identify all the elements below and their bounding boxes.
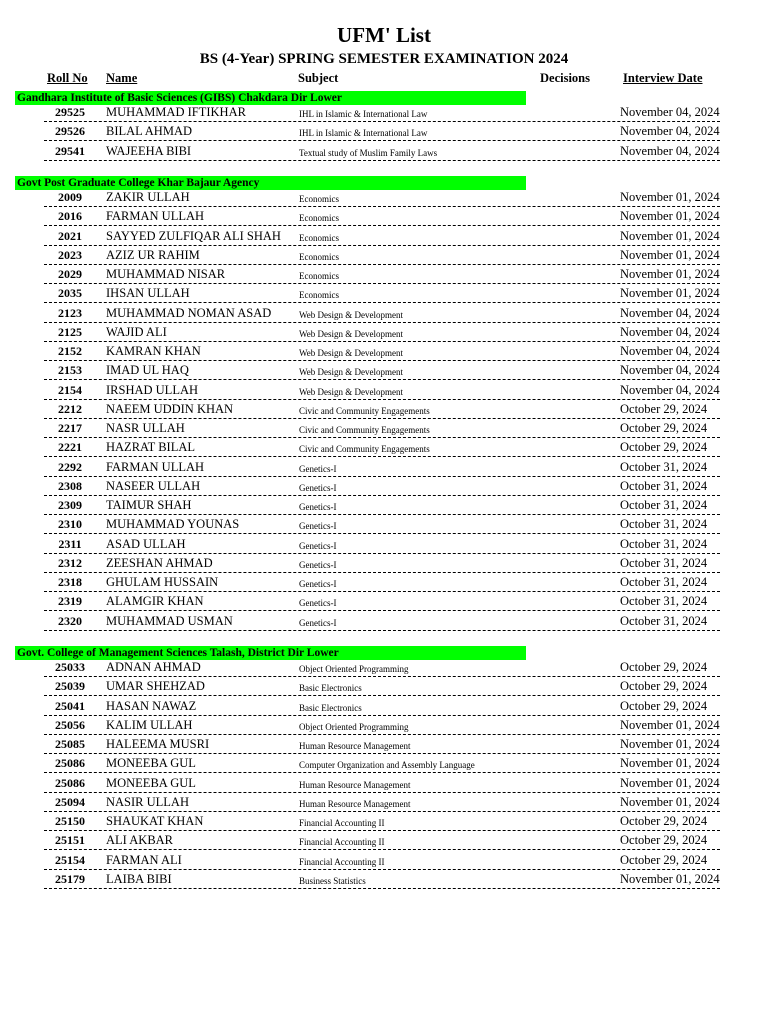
table-row bbox=[44, 735, 720, 754]
table-row bbox=[44, 573, 720, 592]
interview-date-cell: November 01, 2024 bbox=[620, 228, 720, 243]
table-row bbox=[44, 658, 720, 677]
roll-cell: 25086 bbox=[55, 775, 85, 790]
roll-cell: 25151 bbox=[55, 833, 85, 848]
name-cell: KAMRAN KHAN bbox=[106, 344, 201, 358]
roll-cell: 2009 bbox=[58, 190, 82, 204]
name-cell: SHAUKAT KHAN bbox=[106, 814, 204, 828]
interview-date-cell: November 01, 2024 bbox=[620, 286, 720, 301]
roll-cell: 2312 bbox=[58, 555, 82, 570]
table-row bbox=[44, 774, 720, 793]
interview-date-cell: November 01, 2024 bbox=[620, 190, 720, 204]
subject-cell: Economics bbox=[299, 232, 339, 243]
name-cell: HASAN NAWAZ bbox=[106, 698, 197, 713]
roll-cell: 2029 bbox=[58, 267, 82, 281]
subject-cell: Web Design & Development bbox=[299, 328, 404, 339]
subject-cell: Genetics-I bbox=[299, 540, 337, 551]
interview-date-cell: October 29, 2024 bbox=[620, 833, 708, 848]
table-row bbox=[44, 122, 720, 141]
name-cell: WAJEEHA BIBI bbox=[106, 143, 192, 158]
name-cell: NAEEM UDDIN KHAN bbox=[106, 401, 234, 416]
subject-cell: Web Design & Development bbox=[299, 348, 404, 358]
interview-date-cell: October 31, 2024 bbox=[620, 613, 708, 628]
roll-cell: 25039 bbox=[55, 679, 85, 694]
interview-date-cell: November 01, 2024 bbox=[620, 756, 720, 771]
interview-date-cell: October 31, 2024 bbox=[620, 594, 708, 609]
roll-cell: 25179 bbox=[55, 871, 85, 886]
table-row bbox=[44, 812, 720, 831]
table-row bbox=[44, 851, 720, 870]
table-row bbox=[44, 381, 720, 400]
section-header: Govt. College of Management Sciences Talash, District Dir Lower bbox=[15, 646, 526, 660]
table-row bbox=[44, 361, 720, 380]
roll-cell: 29526 bbox=[55, 124, 85, 139]
interview-date-cell: November 04, 2024 bbox=[620, 105, 720, 119]
roll-cell: 25086 bbox=[55, 756, 85, 771]
subject-cell: Civic and Community Engagements bbox=[299, 444, 430, 455]
table-row bbox=[44, 188, 720, 207]
name-cell: MONEEBA GUL bbox=[106, 775, 196, 790]
name-cell: MUHAMMAD YOUNAS bbox=[106, 517, 240, 532]
interview-date-cell: October 31, 2024 bbox=[620, 459, 708, 474]
subject-cell: Human Resource Management bbox=[299, 798, 411, 809]
name-cell: AZIZ UR RAHIM bbox=[106, 247, 200, 262]
subject-cell: Web Design & Development bbox=[299, 309, 404, 320]
page-title: UFM' List bbox=[337, 23, 431, 47]
col-header-subject: Subject bbox=[298, 71, 339, 85]
interview-date-cell: November 04, 2024 bbox=[620, 143, 720, 158]
table-row bbox=[44, 246, 720, 265]
interview-date-cell: November 04, 2024 bbox=[620, 324, 720, 339]
interview-date-cell: November 04, 2024 bbox=[620, 382, 720, 397]
table-row bbox=[44, 716, 720, 735]
name-cell: MONEEBA GUL bbox=[106, 756, 196, 771]
table-row bbox=[44, 697, 720, 716]
roll-cell: 25056 bbox=[55, 717, 85, 732]
roll-cell: 2016 bbox=[58, 209, 82, 224]
table-row bbox=[44, 477, 720, 496]
roll-cell: 2123 bbox=[58, 305, 82, 320]
subject-cell: IHL in Islamic & International Law bbox=[299, 109, 428, 119]
table-row bbox=[44, 554, 720, 573]
subject-cell: Object Oriented Programming bbox=[299, 721, 409, 732]
interview-date-cell: October 29, 2024 bbox=[620, 698, 708, 713]
subject-cell: Economics bbox=[299, 213, 339, 224]
name-cell: MUHAMMAD IFTIKHAR bbox=[106, 105, 246, 119]
table-row bbox=[44, 793, 720, 812]
table-row bbox=[44, 612, 720, 631]
name-cell: TAIMUR SHAH bbox=[106, 498, 192, 512]
interview-date-cell: October 31, 2024 bbox=[620, 575, 708, 589]
interview-date-cell: November 01, 2024 bbox=[620, 267, 720, 281]
col-header-decisions: Decisions bbox=[540, 71, 590, 85]
subject-cell: Civic and Community Engagements bbox=[299, 425, 430, 435]
roll-cell: 2308 bbox=[58, 478, 82, 493]
section-header: Gandhara Institute of Basic Sciences (GIBS) Chakdara Dir Lower bbox=[15, 91, 526, 105]
subject-cell: Economics bbox=[299, 194, 339, 204]
name-cell: NASR ULLAH bbox=[106, 421, 185, 435]
table-row bbox=[44, 400, 720, 419]
roll-cell: 25154 bbox=[55, 852, 85, 867]
subject-cell: Economics bbox=[299, 271, 339, 281]
subject-cell: Economics bbox=[299, 251, 339, 262]
interview-date-cell: November 04, 2024 bbox=[620, 363, 720, 378]
table-row bbox=[44, 142, 720, 161]
interview-date-cell: November 01, 2024 bbox=[620, 775, 720, 790]
table-row bbox=[44, 227, 720, 246]
roll-cell: 2125 bbox=[58, 324, 82, 339]
name-cell: ZEESHAN AHMAD bbox=[106, 555, 213, 570]
roll-cell: 2153 bbox=[58, 363, 82, 378]
interview-date-cell: November 01, 2024 bbox=[620, 871, 720, 886]
interview-date-cell: November 01, 2024 bbox=[620, 247, 720, 262]
subject-cell: Financial Accounting II bbox=[299, 818, 385, 828]
subject-cell: Object Oriented Programming bbox=[299, 664, 409, 674]
roll-cell: 25150 bbox=[55, 814, 85, 828]
table-row bbox=[44, 535, 720, 554]
interview-date-cell: October 31, 2024 bbox=[620, 536, 708, 551]
roll-cell: 2221 bbox=[58, 440, 82, 455]
name-cell: BILAL AHMAD bbox=[106, 124, 192, 139]
subject-cell: IHL in Islamic & International Law bbox=[299, 128, 428, 139]
interview-date-cell: October 29, 2024 bbox=[620, 401, 708, 416]
interview-date-cell: October 29, 2024 bbox=[620, 440, 708, 455]
name-cell: FARMAN ULLAH bbox=[106, 209, 205, 224]
roll-cell: 25041 bbox=[55, 698, 85, 713]
subject-cell: Textual study of Muslim Family Laws bbox=[299, 147, 438, 158]
col-header-roll: Roll No bbox=[47, 71, 88, 85]
interview-date-cell: October 31, 2024 bbox=[620, 498, 708, 512]
interview-date-cell: November 01, 2024 bbox=[620, 717, 720, 732]
name-cell: MUHAMMAD USMAN bbox=[106, 613, 233, 628]
name-cell: GHULAM HUSSAIN bbox=[106, 575, 219, 589]
name-cell: ZAKIR ULLAH bbox=[106, 190, 190, 204]
interview-date-cell: November 04, 2024 bbox=[620, 124, 720, 139]
roll-cell: 2021 bbox=[58, 228, 82, 243]
interview-date-cell: October 31, 2024 bbox=[620, 478, 708, 493]
name-cell: SAYYED ZULFIQAR ALI SHAH bbox=[106, 228, 281, 243]
subject-cell: Human Resource Management bbox=[299, 741, 411, 751]
interview-date-cell: November 01, 2024 bbox=[620, 737, 720, 751]
name-cell: HAZRAT BILAL bbox=[106, 440, 196, 455]
name-cell: ALAMGIR KHAN bbox=[106, 594, 204, 609]
subject-cell: Business Statistics bbox=[299, 875, 366, 886]
roll-cell: 2319 bbox=[58, 594, 82, 609]
roll-cell: 2309 bbox=[58, 498, 82, 512]
name-cell: NASEER ULLAH bbox=[106, 478, 201, 493]
name-cell: MUHAMMAD NOMAN ASAD bbox=[106, 305, 272, 320]
interview-date-cell: November 01, 2024 bbox=[620, 209, 720, 224]
table-row bbox=[44, 870, 720, 889]
name-cell: LAIBA BIBI bbox=[106, 871, 172, 886]
interview-date-cell: October 29, 2024 bbox=[620, 421, 708, 435]
interview-date-cell: October 29, 2024 bbox=[620, 814, 708, 828]
roll-cell: 25094 bbox=[55, 794, 85, 809]
roll-cell: 2320 bbox=[58, 613, 82, 628]
subject-cell: Basic Electronics bbox=[299, 683, 362, 694]
roll-cell: 2212 bbox=[58, 401, 82, 416]
subject-cell: Genetics-I bbox=[299, 482, 337, 493]
subject-cell: Genetics-I bbox=[299, 521, 337, 532]
interview-date-cell: October 29, 2024 bbox=[620, 660, 708, 674]
table-row bbox=[44, 438, 720, 457]
interview-date-cell: November 01, 2024 bbox=[620, 794, 720, 809]
name-cell: HALEEMA MUSRI bbox=[106, 737, 210, 751]
roll-cell: 2292 bbox=[58, 459, 82, 474]
subject-cell: Genetics-I bbox=[299, 463, 337, 474]
interview-date-cell: October 29, 2024 bbox=[620, 852, 708, 867]
interview-date-cell: November 04, 2024 bbox=[620, 344, 720, 358]
roll-cell: 25085 bbox=[55, 737, 85, 751]
interview-date-cell: October 31, 2024 bbox=[620, 517, 708, 532]
roll-cell: 29525 bbox=[55, 105, 85, 119]
subject-cell: Genetics-I bbox=[299, 559, 337, 570]
subject-cell: Genetics-I bbox=[299, 598, 337, 609]
name-cell: FARMAN ALI bbox=[106, 852, 182, 867]
name-cell: WAJID ALI bbox=[106, 324, 167, 339]
subject-cell: Computer Organization and Assembly Language bbox=[299, 760, 475, 771]
roll-cell: 2217 bbox=[58, 421, 82, 435]
subject-cell: Human Resource Management bbox=[299, 779, 411, 790]
roll-cell: 29541 bbox=[55, 143, 85, 158]
name-cell: IMAD UL HAQ bbox=[106, 363, 189, 378]
table-row bbox=[44, 677, 720, 696]
section-header: Govt Post Graduate College Khar Bajaur Agency bbox=[15, 176, 526, 190]
interview-date-cell: October 31, 2024 bbox=[620, 555, 708, 570]
subject-cell: Financial Accounting II bbox=[299, 837, 385, 848]
table-row bbox=[44, 515, 720, 534]
subject-cell: Financial Accounting II bbox=[299, 856, 385, 867]
table-row bbox=[44, 265, 720, 284]
table-row bbox=[44, 496, 720, 515]
subject-cell: Genetics-I bbox=[299, 579, 337, 589]
table-row bbox=[44, 754, 720, 773]
subject-cell: Genetics-I bbox=[299, 617, 337, 628]
page-subtitle: BS (4-Year) SPRING SEMESTER EXAMINATION 2024 bbox=[199, 51, 569, 67]
name-cell: FARMAN ULLAH bbox=[106, 459, 205, 474]
table-row bbox=[44, 458, 720, 477]
subject-cell: Basic Electronics bbox=[299, 702, 362, 713]
table-row bbox=[44, 304, 720, 323]
table-row bbox=[44, 831, 720, 850]
interview-date-cell: November 04, 2024 bbox=[620, 305, 720, 320]
roll-cell: 2035 bbox=[58, 286, 82, 301]
table-row bbox=[44, 323, 720, 342]
col-header-name: Name bbox=[106, 71, 138, 85]
subject-cell: Web Design & Development bbox=[299, 367, 404, 378]
roll-cell: 2310 bbox=[58, 517, 82, 532]
col-header-interview-date: Interview Date bbox=[623, 71, 703, 85]
subject-cell: Economics bbox=[299, 290, 339, 301]
name-cell: NASIR ULLAH bbox=[106, 794, 189, 809]
roll-cell: 25033 bbox=[55, 660, 85, 674]
name-cell: IRSHAD ULLAH bbox=[106, 382, 199, 397]
subject-cell: Genetics-I bbox=[299, 502, 337, 512]
table-row bbox=[44, 592, 720, 611]
subject-cell: Web Design & Development bbox=[299, 386, 404, 397]
table-row bbox=[44, 207, 720, 226]
name-cell: ADNAN AHMAD bbox=[106, 660, 201, 674]
roll-cell: 2311 bbox=[58, 536, 82, 551]
name-cell: IHSAN ULLAH bbox=[106, 286, 190, 301]
roll-cell: 2318 bbox=[58, 575, 82, 589]
name-cell: UMAR SHEHZAD bbox=[106, 679, 205, 694]
table-row bbox=[44, 103, 720, 122]
name-cell: ASAD ULLAH bbox=[106, 536, 186, 551]
roll-cell: 2152 bbox=[58, 344, 82, 358]
interview-date-cell: October 29, 2024 bbox=[620, 679, 708, 694]
name-cell: ALI AKBAR bbox=[106, 833, 174, 848]
roll-cell: 2154 bbox=[58, 382, 82, 397]
name-cell: MUHAMMAD NISAR bbox=[106, 267, 226, 281]
subject-cell: Civic and Community Engagements bbox=[299, 405, 430, 416]
roll-cell: 2023 bbox=[58, 247, 82, 262]
table-row bbox=[44, 419, 720, 438]
table-row bbox=[44, 284, 720, 303]
table-row bbox=[44, 342, 720, 361]
name-cell: KALIM ULLAH bbox=[106, 717, 193, 732]
